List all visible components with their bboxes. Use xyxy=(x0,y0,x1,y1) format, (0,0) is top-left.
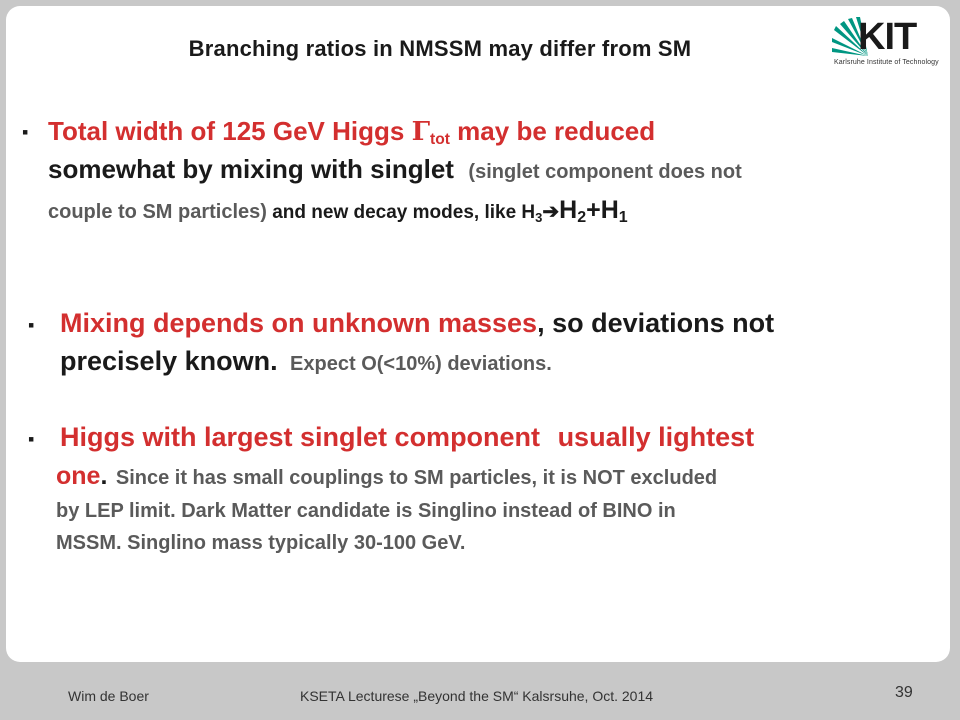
page-number: 39 xyxy=(895,684,913,701)
bullet1-line3: couple to SM particles) and new decay modes, like $H_3➔H_2+H_1$ xyxy=(48,196,628,226)
footer-course: KSETA Lecturese „Beyond the SM“ Kalsrsuhe, Oct. 2014 xyxy=(300,688,654,704)
bullet2-line1: Mixing depends on unknown masses, so deviations not xyxy=(60,308,775,338)
bullet3-line4: MSSM. Singlino mass typically 30-100 GeV. xyxy=(56,532,466,554)
bullet1-line1: Total width of 125 GeV Higgs $\Gamma_{tot}$ may be reduced xyxy=(48,116,656,148)
kit-logo-subtitle: Karlsruhe Institute of Technology xyxy=(834,59,939,66)
bullet3-line1: Higgs with largest singlet component usually lightest xyxy=(60,422,755,452)
bullet1-line2: somewhat by mixing with singlet (singlet component does not xyxy=(48,154,742,184)
bullet-marker-icon: ▪ xyxy=(28,429,35,449)
bullet-marker-icon: ▪ xyxy=(22,122,29,142)
arrow-icon: ➔ xyxy=(542,201,560,223)
bullet-higgs-singlet xyxy=(22,422,942,572)
kit-logo-text: KIT xyxy=(858,16,917,58)
bullet-mixing xyxy=(22,308,942,388)
slide-title: Branching ratios in NMSSM may differ from SM xyxy=(188,36,692,61)
bullet-total-width xyxy=(22,116,942,236)
bullet-marker-icon: ▪ xyxy=(28,315,35,335)
kit-logo xyxy=(830,14,942,74)
bullet3-line3: by LEP limit. Dark Matter candidate is Singlino instead of BINO in xyxy=(56,500,676,522)
bullet2-line2: precisely known. Expect O(<10%) deviations. xyxy=(60,346,552,376)
bullet3-line2: one. Since it has small couplings to SM particles, it is NOT excluded xyxy=(56,462,718,490)
footer-author: Wim de Boer xyxy=(68,688,149,704)
